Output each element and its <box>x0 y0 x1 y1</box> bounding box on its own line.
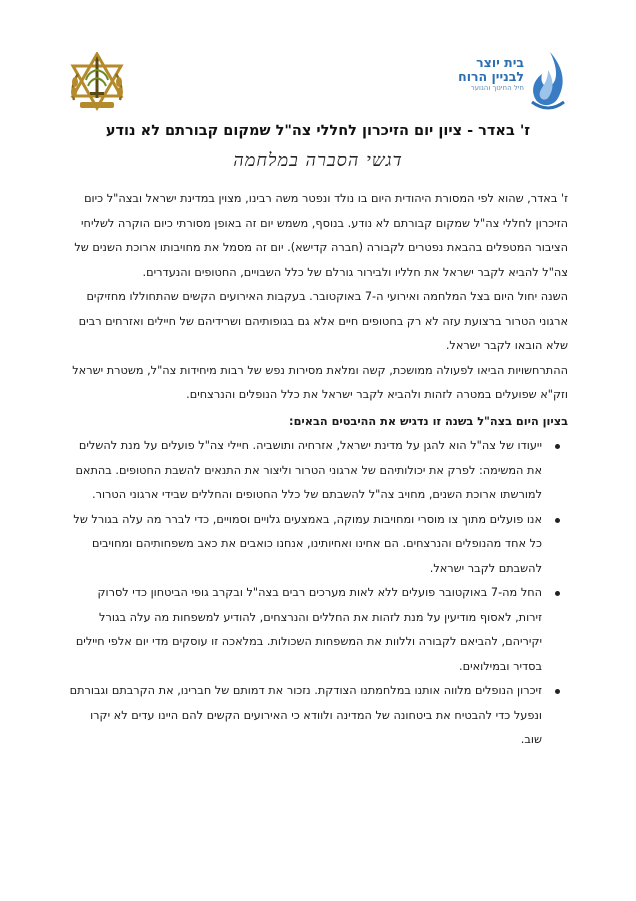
list-item: החל מה-7 באוקטובר פועלים ללא לאות מערכים רבים בצה"ל ובקרב גופי הביטחון כדי לסרוק זירות, לאסוף מודיעין על מנת לזהות את החללים והנרצחים, להודיע למשפחות מה עלה בגורל יקיריהם, להביאם לקבורה וללוות את המשפחות השכולות. במלאכה זו עוסקים מדי יום אלפי חיילים בסדיר ובמילואים. <box>68 581 542 679</box>
bullet-list <box>68 434 568 753</box>
beit-yotzer-logo <box>458 50 568 114</box>
list-item: אנו פועלים מתוך צו מוסרי ומחויבות עמוקה, באמצעים גלויים וסמויים, כדי לברר מה עלה בגורל של כל אחד מהנופלים והנרצחים. הם אחינו ואחיותינו, אנחנו כואבים את כאב משפחותיהם ומחויבים להשבתם לקבר ישראל. <box>68 508 542 582</box>
idf-emblem-logo <box>66 52 128 112</box>
org-logo-line2: לבניין הרוח <box>458 69 524 84</box>
org-logo-text <box>454 56 524 93</box>
paragraph-2: השנה יחול היום בצל המלחמה ואירועי ה-7 באוקטובר. בעקבות האירועים הקשים שהתחוללו מחזיקים ארגוני הטרור ברצועת עזה לא רק בחטופים חיים אלא גם בגופותיהם ושרידיהם של חיילים ואזרחים רבים שלא הובאו לקבר ישראל. <box>78 290 568 352</box>
list-heading: בציון היום בצה"ל בשנה זו נדגיש את ההיבטים הבאים: <box>289 414 568 428</box>
org-logo-line3: חיל החינוך והנוער <box>470 84 524 92</box>
org-logo-line1: בית יוצר <box>476 55 524 70</box>
list-item: ייעודו של צה"ל הוא להגן על מדינת ישראל, אזרחיה ותושביה. חיילי צה"ל פועלים על מנת להשלים את המשימה: לפרק את יכולותיהם של ארגוני הטרור וליצור את התנאים להשבת החטופים. בהתאם למורשתו ארוכת השנים, מחויב צה"ל להשבתם של כלל החטופים והחללים שבידי ארגוני הטרור. <box>68 434 542 508</box>
paragraph-1: ז' באדר, שהוא לפי המסורת היהודית היום בו נולד ונפטר משה רבינו, מצוין במדינת ישראל ובצה"ל כיום הזיכרון לחללי צה"ל שמקום קבורתם לא נודע. בנוסף, משמש יום זה באופן מסורתי כיום הוקרה לשליחי הציבור המטפלים בהבאת נפטרים לקבורה (חברה קדישא). יום זה מסמל את מחויבותו ארוכת השנים של צה"ל להביא לקבר ישראל את חלליו ולבירור גורלם של כלל השבויים, החטופים והנעדרים. <box>74 192 568 279</box>
paragraph-3: ההתרחשויות הביאו לפעולה ממושכת, קשה ומלאת מסירות נפש של רבות מיחידות צה"ל, משטרת ישראל וזק"א שפועלים במטרה לזהות ולהביא לקבר ישראל את כלל הנופלים והנרצחים. <box>72 363 568 401</box>
list-item: זיכרון הנופלים מלווה אותנו במלחמתנו הצודקת. נזכור את דמותם של חברינו, את הקרבתם וגבורתם ונפעל כדי להבטיח את ביטחונה של המדינה ולוודא כי האירועים הקשים להם היינו עדים לא יקרו שוב. <box>68 679 542 753</box>
flame-icon <box>528 50 568 112</box>
page-subtitle: דגשי הסברה במלחמה <box>233 150 403 171</box>
document-body <box>68 187 568 753</box>
idf-emblem-icon <box>66 52 128 112</box>
page-title: ז' באדר - ציון יום הזיכרון לחללי צה"ל שמקום קבורתם לא נודע <box>105 123 531 139</box>
